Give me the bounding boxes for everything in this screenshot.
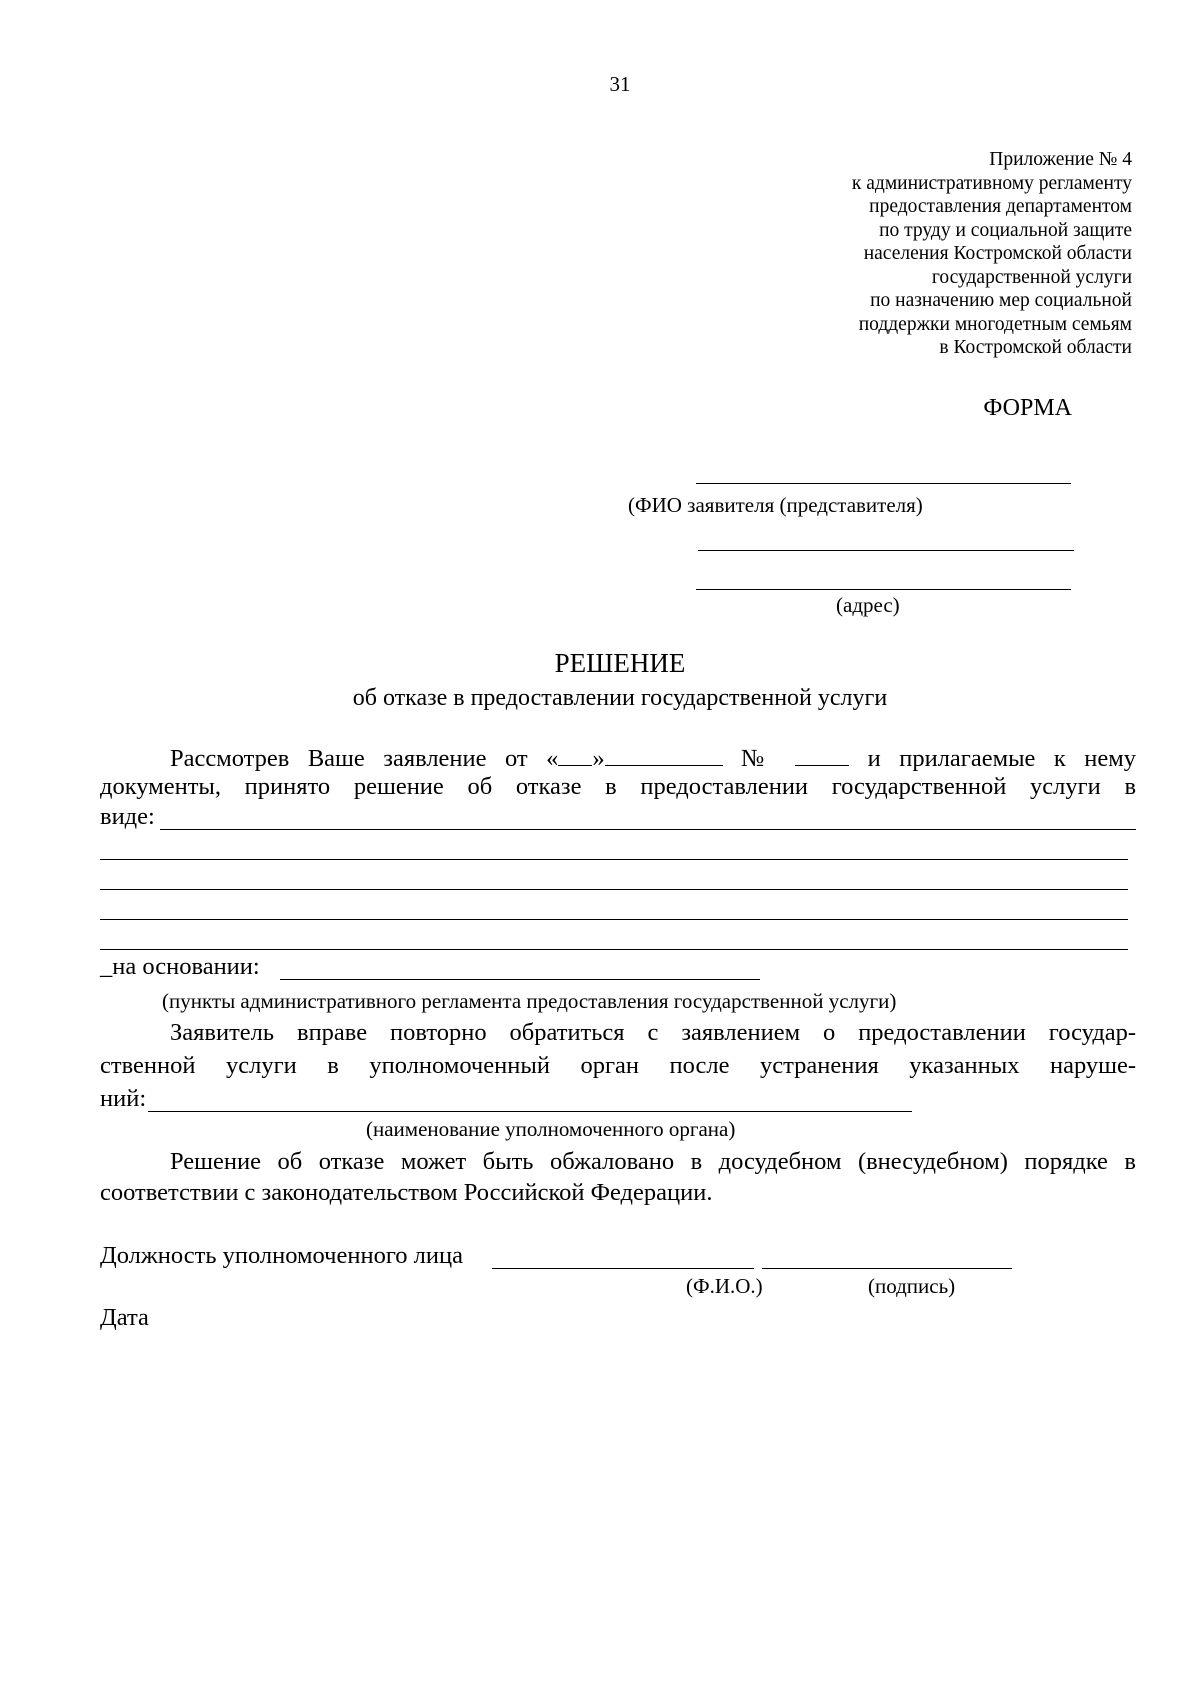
- appendix-line: к административному регламенту: [851, 172, 1132, 194]
- refusal-extra-line-4: [100, 949, 1128, 950]
- text-word: прилагаемые: [899, 745, 1036, 772]
- date-label: Дата: [100, 1304, 149, 1331]
- text-word: документы,: [100, 773, 221, 800]
- text-word: в: [690, 1148, 703, 1175]
- text-word: отказе: [515, 773, 582, 800]
- text-word: об: [277, 1148, 303, 1175]
- official-signature-line: [762, 1268, 1012, 1269]
- applicant-name-line: [696, 483, 1071, 484]
- text-word: может: [400, 1148, 467, 1175]
- authority-caption: (наименование уполномоченного органа): [366, 1117, 736, 1141]
- text-word: после: [669, 1052, 730, 1079]
- refusal-extra-line-2: [100, 889, 1128, 890]
- appendix-line: поддержки многодетным семьям: [858, 313, 1132, 335]
- official-position-label: Должность уполномоченного лица: [100, 1242, 463, 1269]
- text-word: Ваше: [307, 745, 365, 772]
- official-signature-caption: (подпись): [868, 1274, 956, 1298]
- appendix-line: государственной услуги: [931, 266, 1132, 288]
- text-word: к: [1053, 745, 1066, 772]
- appendix-line: в Костромской области: [939, 337, 1132, 358]
- text-word: услуги: [1030, 773, 1101, 800]
- text-word: в: [605, 773, 617, 800]
- text-word: быть: [482, 1148, 534, 1175]
- decision-title: РЕШЕНИЕ: [554, 648, 686, 678]
- text-word: предоставлении: [640, 773, 809, 800]
- text-word: уполномоченный: [369, 1052, 550, 1079]
- text-word: об: [467, 773, 493, 800]
- address-line-2: [696, 589, 1071, 590]
- text-word: о: [823, 1019, 836, 1046]
- text-word: (внесудебном): [857, 1148, 1008, 1175]
- official-fio-caption: (Ф.И.О.): [686, 1274, 763, 1298]
- text-word: орган: [580, 1052, 640, 1079]
- applicant-name-caption: (ФИО заявителя (представителя): [628, 493, 923, 517]
- text-word: предоставлении: [858, 1019, 1026, 1046]
- application-number-blank: [795, 745, 849, 766]
- text-word: с: [647, 1019, 659, 1046]
- text-word: обратиться: [509, 1019, 625, 1046]
- text-word: вправе: [297, 1019, 368, 1046]
- refusal-form-line: [160, 829, 1136, 830]
- text-word: повторно: [390, 1019, 487, 1046]
- paragraph-1-line-1: [170, 745, 1136, 772]
- text-word: Заявитель: [170, 1019, 275, 1046]
- text-word: заявление: [383, 745, 487, 772]
- text-word: государственной: [831, 773, 1007, 800]
- text-word: в: [1124, 1148, 1136, 1175]
- application-day-blank: [558, 745, 592, 766]
- text-word: порядке: [1024, 1148, 1108, 1175]
- text-word: в: [1124, 773, 1137, 800]
- text-word: услуги: [226, 1052, 297, 1079]
- paragraph-2-line-1: [170, 1021, 1136, 1046]
- text-word: государ-: [1048, 1019, 1137, 1046]
- address-line-1: [698, 550, 1074, 551]
- text-word: обжаловано: [549, 1148, 675, 1175]
- text-word: и: [867, 745, 881, 772]
- appendix-line: Приложение № 4: [989, 149, 1132, 170]
- refusal-extra-line-1: [100, 859, 1128, 860]
- text-word: заявлением: [681, 1019, 801, 1046]
- official-fio-line: [492, 1268, 754, 1269]
- authority-label: ний:: [100, 1085, 147, 1112]
- form-label: ФОРМА: [983, 395, 1072, 421]
- refusal-extra-line-3: [100, 919, 1128, 920]
- paragraph-3-line-1: [170, 1150, 1136, 1175]
- text-word: принято: [244, 773, 331, 800]
- page-number: 31: [609, 72, 631, 96]
- number-sign: №: [741, 745, 777, 772]
- text-word: ственной: [100, 1052, 196, 1079]
- paragraph-3-line-2: соответствии с законодательством Российской Федерации.: [100, 1179, 713, 1206]
- appendix-line: по труду и социальной защите: [879, 219, 1132, 241]
- text-word: наруше-: [1049, 1052, 1137, 1079]
- text-word: нему: [1084, 745, 1136, 772]
- text-word: от: [504, 745, 528, 772]
- quote-close: »: [592, 745, 605, 772]
- application-date-field: [546, 745, 723, 772]
- appendix-line: по назначению мер социальной: [870, 290, 1132, 311]
- text-word: Решение: [170, 1148, 262, 1175]
- authority-line: [148, 1111, 912, 1112]
- application-month-year-blank: [605, 745, 723, 766]
- text-word: в: [327, 1052, 339, 1079]
- text-word: отказе: [318, 1148, 385, 1175]
- basis-label: _на основании:: [100, 953, 260, 980]
- text-word: решение: [353, 773, 444, 800]
- refusal-form-label: виде:: [100, 803, 155, 830]
- paragraph-1-line-2: [100, 775, 1136, 800]
- appendix-line: населения Костромской области: [863, 243, 1132, 264]
- decision-subtitle: об отказе в предоставлении государственной услуги: [352, 685, 888, 711]
- text-word: указанных: [909, 1052, 1020, 1079]
- text-word: Рассмотрев: [170, 745, 290, 772]
- text-word: досудебном: [718, 1148, 842, 1175]
- text-word: устранения: [760, 1052, 879, 1079]
- basis-line: [280, 979, 760, 980]
- paragraph-2-line-2: [100, 1054, 1136, 1079]
- appendix-line: предоставления департаментом: [869, 196, 1132, 217]
- quote-open: «: [546, 745, 559, 772]
- address-caption: (адрес): [836, 593, 900, 617]
- basis-caption: (пункты административного регламента предоставления государственной услуги): [162, 989, 897, 1013]
- appendix-header: [852, 148, 1132, 360]
